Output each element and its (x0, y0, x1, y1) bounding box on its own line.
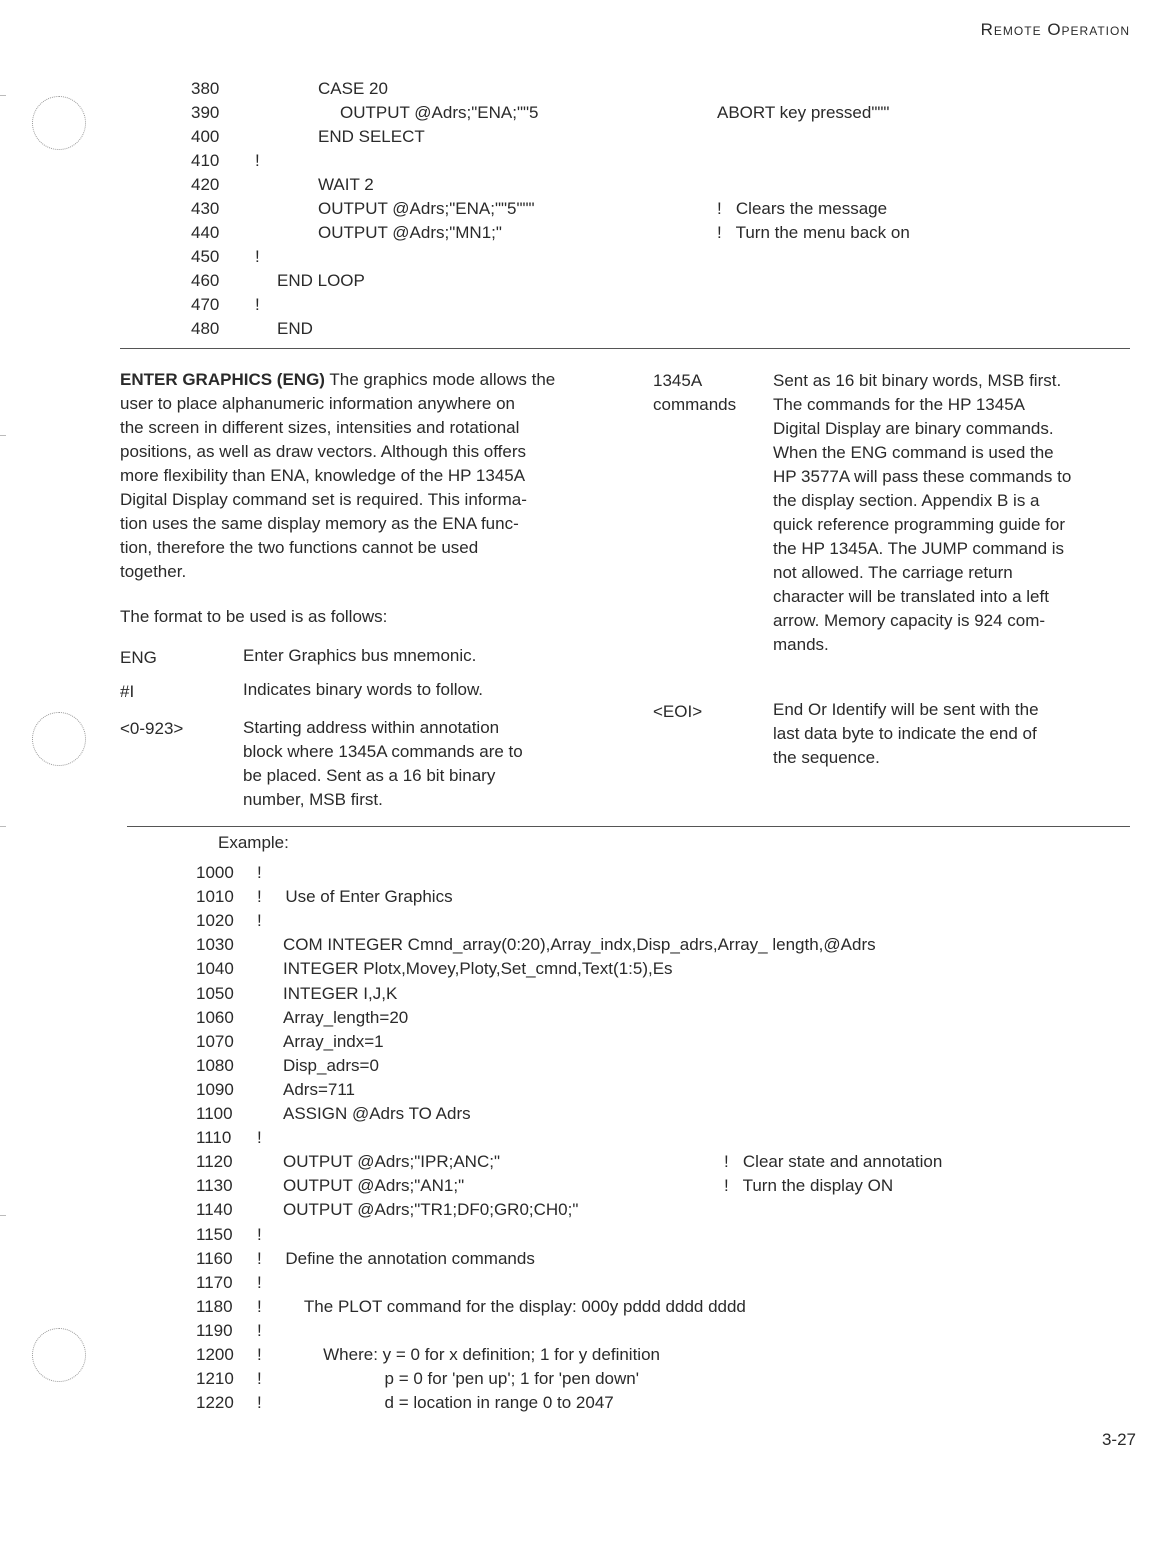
def-term-line: 1345A (653, 371, 703, 390)
code-line: ! Use of Enter Graphics (257, 887, 453, 907)
intro-line: user to place alphanumeric information anywhere on (120, 394, 516, 413)
edge-mark (0, 1215, 6, 1216)
def-line: character will be translated into a left (773, 587, 1049, 606)
code-comment: ! Clears the message (717, 199, 888, 218)
def-term-address: <0-923> (120, 719, 184, 738)
line-number: 1010 (196, 887, 234, 907)
def-line: mands. (773, 635, 829, 654)
line-number: 1090 (196, 1079, 234, 1099)
edge-mark (0, 95, 6, 96)
code-line: ! (257, 1128, 262, 1148)
code-line: ! (255, 247, 260, 266)
code-line: ! Where: y = 0 for x definition; 1 for y definition (257, 1345, 660, 1364)
line-number: 450 (191, 247, 220, 266)
line-number: 1120 (196, 1152, 233, 1172)
def-desc-address (243, 716, 523, 812)
code-comment: ! Turn the menu back on (717, 223, 910, 242)
def-term-eoi: <EOI> (653, 702, 703, 721)
line-number: 1030 (196, 935, 234, 955)
def-line: When the ENG command is used the (773, 443, 1054, 462)
section-heading: ENTER GRAPHICS (ENG) (120, 370, 325, 389)
code-line: INTEGER Plotx,Movey,Ploty,Set_cmnd,Text(1:5),Es (283, 959, 673, 979)
intro-line: tion, therefore the two functions cannot be used (120, 538, 479, 557)
line-number: 1020 (196, 911, 234, 931)
line-number: 1160 (196, 1248, 233, 1268)
def-line: quick reference programming guide for (773, 515, 1065, 534)
code-line: END SELECT (318, 127, 425, 146)
def-line: arrow. Memory capacity is 924 com- (773, 611, 1046, 630)
code-line: OUTPUT @Adrs;"IPR;ANC;" (283, 1152, 500, 1172)
def-line: not allowed. The carriage return (773, 563, 1013, 582)
running-header: Remote Operation (980, 20, 1130, 39)
def-term-binary: #I (120, 682, 135, 701)
def-line: block where 1345A commands are to (243, 742, 523, 761)
code-line: OUTPUT @Adrs;"MN1;" (318, 223, 502, 242)
def-line: the HP 1345A. The JUMP command is (773, 539, 1065, 558)
line-number: 1100 (196, 1104, 233, 1123)
def-line: number, MSB first. (243, 790, 383, 809)
page-number: 3-27 (1101, 1430, 1136, 1449)
line-number: 430 (191, 199, 220, 218)
code-line: ! d = location in range 0 to 2047 (257, 1393, 614, 1413)
binder-hole-middle (32, 712, 86, 766)
example-label: Example: (218, 833, 289, 852)
line-number: 410 (191, 151, 220, 170)
binder-hole-top (32, 96, 86, 150)
code-line: END (277, 319, 313, 338)
def-line: HP 3577A will pass these commands to (773, 467, 1072, 486)
line-number: 470 (191, 295, 220, 314)
code-line: OUTPUT @Adrs;"ENA;""5 (340, 103, 539, 122)
divider-bottom (127, 826, 1130, 827)
line-number: 1130 (196, 1176, 233, 1196)
def-line: End Or Identify will be sent with the (773, 700, 1039, 719)
line-number: 390 (191, 103, 220, 122)
edge-mark (0, 826, 6, 827)
code-line: Array_indx=1 (283, 1031, 384, 1051)
intro-line: positions, as well as draw vectors. Although this offers (120, 442, 526, 461)
line-number: 380 (191, 79, 220, 98)
line-number: 1210 (196, 1369, 234, 1389)
line-number: 1140 (196, 1200, 233, 1220)
format-line: The format to be used is as follows: (120, 607, 388, 626)
line-number: 1070 (196, 1031, 234, 1051)
code-line: ! (257, 1224, 262, 1244)
def-line: Sent as 16 bit binary words, MSB first. (773, 371, 1062, 390)
intro-line: the screen in different sizes, intensities and rotational (120, 418, 520, 437)
code-line: ! (257, 911, 262, 931)
code-line: OUTPUT @Adrs;"ENA;""5""" (318, 199, 535, 218)
line-number: 1110 (196, 1128, 232, 1148)
def-term-line: commands (653, 395, 737, 414)
code-line: COM INTEGER Cmnd_array(0:20),Array_indx,Disp_adrs,Array_ length,@Adrs (283, 935, 876, 955)
line-number: 1040 (196, 959, 234, 979)
def-desc-commands (773, 369, 1133, 657)
code-line: CASE 20 (318, 79, 388, 98)
code-line: ! (257, 1272, 262, 1292)
intro-line: together. (120, 562, 187, 581)
line-number: 1220 (196, 1393, 234, 1413)
code-line: WAIT 2 (318, 175, 374, 194)
line-number: 460 (191, 271, 220, 290)
def-line: last data byte to indicate the end of (773, 724, 1037, 743)
code-comment: ABORT key pressed""" (717, 103, 890, 122)
line-number: 1190 (196, 1320, 233, 1340)
line-number: 1180 (196, 1296, 233, 1316)
line-number: 1150 (196, 1224, 233, 1244)
binder-hole-bottom (32, 1328, 86, 1382)
line-number: 480 (191, 319, 220, 338)
line-number: 420 (191, 175, 220, 194)
line-number: 1080 (196, 1055, 234, 1075)
def-desc-eng (243, 644, 476, 668)
def-line: The commands for the HP 1345A (773, 395, 1025, 414)
def-line: Digital Display are binary commands. (773, 419, 1054, 438)
def-line: Indicates binary words to follow. (243, 680, 484, 699)
intro-paragraph (120, 368, 605, 584)
code-line: Disp_adrs=0 (283, 1055, 379, 1075)
code-line: ! The PLOT command for the display: 000y pddd dddd dddd (257, 1296, 746, 1316)
line-number: 1060 (196, 1007, 234, 1027)
def-desc-binary (243, 678, 483, 702)
def-line: Starting address within annotation (243, 718, 500, 737)
code-line: INTEGER I,J,K (283, 983, 398, 1003)
intro-line: tion uses the same display memory as the ENA func- (120, 514, 519, 533)
edge-mark (0, 435, 6, 436)
code-line: OUTPUT @Adrs;"AN1;" (283, 1176, 465, 1196)
code-comment: ! Clear state and annotation (724, 1152, 943, 1172)
def-line: the sequence. (773, 748, 880, 767)
code-line: Array_length=20 (283, 1007, 409, 1027)
divider-top (120, 348, 1130, 349)
def-line: be placed. Sent as a 16 bit binary (243, 766, 496, 785)
intro-line: The graphics mode allows the (329, 370, 556, 389)
intro-line: more flexibility than ENA, knowledge of the HP 1345A (120, 466, 526, 485)
def-term-commands (653, 369, 736, 417)
def-term-eng: ENG (120, 648, 157, 667)
code-line: ! (255, 151, 260, 170)
line-number: 1050 (196, 983, 234, 1003)
code-line: ! Define the annotation commands (257, 1248, 535, 1268)
code-line: ! (257, 1320, 262, 1340)
line-number: 400 (191, 127, 220, 146)
intro-line: Digital Display command set is required. This informa- (120, 490, 527, 509)
line-number: 1000 (196, 863, 234, 882)
code-line: ! (255, 295, 260, 314)
code-comment: ! Turn the display ON (724, 1176, 894, 1196)
code-line: OUTPUT @Adrs;"TR1;DF0;GR0;CH0;" (283, 1200, 579, 1220)
def-desc-eoi (773, 698, 1133, 770)
line-number: 1170 (196, 1272, 233, 1292)
code-line: ! p = 0 for 'pen up'; 1 for 'pen down' (257, 1369, 639, 1389)
line-number: 440 (191, 223, 220, 242)
code-line: Adrs=711 (283, 1079, 355, 1099)
def-line: the display section. Appendix B is a (773, 491, 1040, 510)
code-line: END LOOP (277, 271, 365, 290)
code-line: ASSIGN @Adrs TO Adrs (283, 1104, 471, 1123)
def-line: Enter Graphics bus mnemonic. (243, 646, 477, 665)
code-line: ! (257, 863, 262, 882)
line-number: 1200 (196, 1345, 234, 1364)
